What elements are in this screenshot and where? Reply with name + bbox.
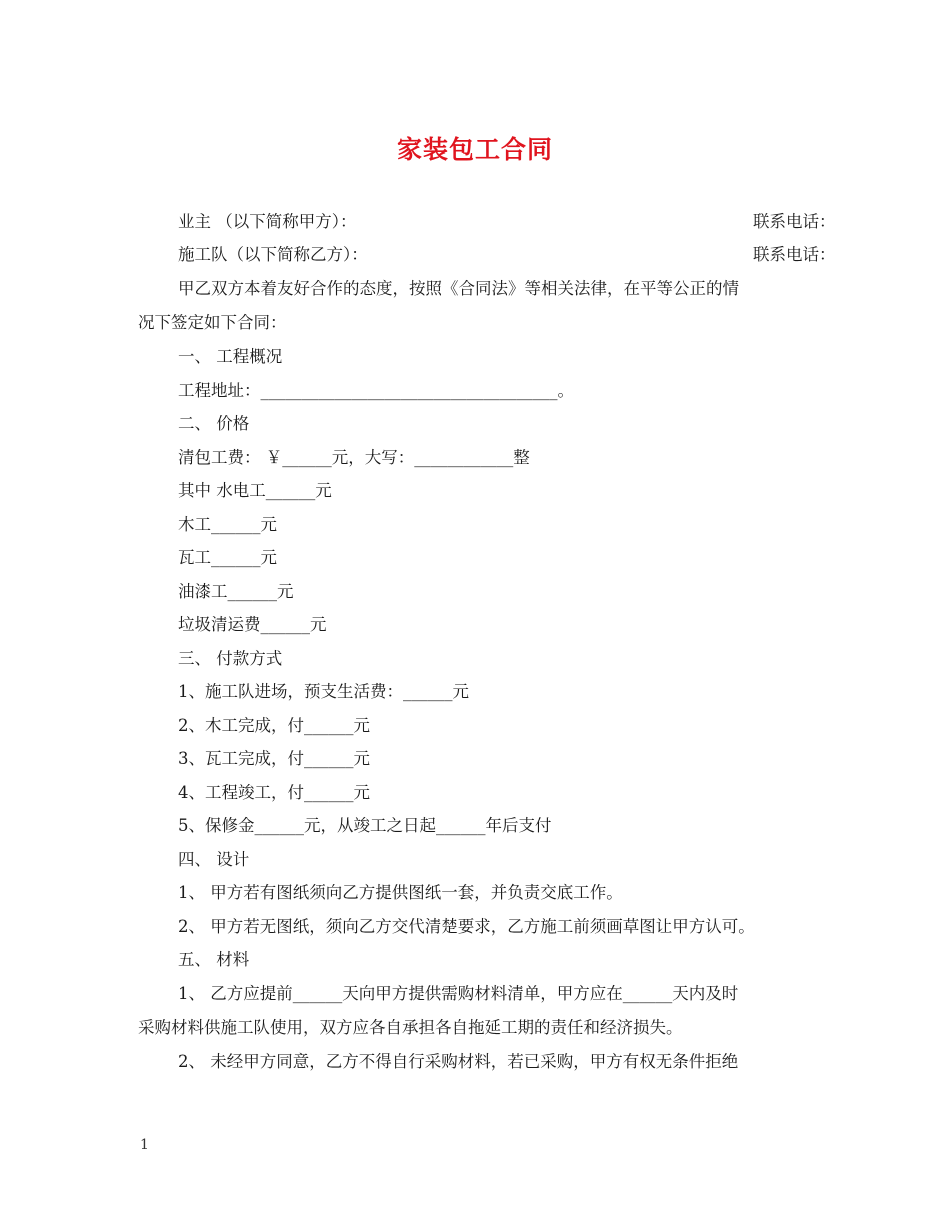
masonry-fee: 瓦工______元 <box>178 548 277 567</box>
section-2-heading: 二、 价格 <box>178 414 250 433</box>
section-4-heading: 四、 设计 <box>178 850 250 869</box>
document-title: 家装包工合同 <box>396 135 553 164</box>
intro-line-1: 甲乙双方本着友好合作的态度，按照《合同法》等相关法律，在平等公正的情 <box>178 279 739 298</box>
intro-line-2: 况下签定如下合同： <box>138 313 287 332</box>
carpentry-fee: 木工______元 <box>178 515 277 534</box>
section-5-heading: 五、 材料 <box>178 950 250 969</box>
section-1-heading: 一、 工程概况 <box>178 347 283 366</box>
payment-item-1: 1、施工队进场，预支生活费：______元 <box>178 682 469 701</box>
design-item-2: 2、 甲方若无图纸，须向乙方交代清楚要求，乙方施工前须画草图让甲方认可。 <box>178 917 755 936</box>
garbage-fee: 垃圾清运费______元 <box>178 615 327 634</box>
materials-item-2-line-1: 2、 未经甲方同意，乙方不得自行采购材料，若已采购，甲方有权无条件拒绝 <box>178 1052 739 1071</box>
project-address: 工程地址：____________________________________。 <box>178 381 574 400</box>
design-item-1: 1、 甲方若有图纸须向乙方提供图纸一套，并负责交底工作。 <box>178 883 623 902</box>
party-b-phone-label: 联系电话： <box>753 245 836 264</box>
party-b-row <box>138 245 836 265</box>
party-b-label: 施工队（以下简称乙方）： <box>178 245 368 264</box>
materials-item-1-line-2: 采购材料供施工队使用，双方应各自承担各自拖延工期的责任和经济损失。 <box>138 1018 683 1037</box>
payment-item-3: 3、瓦工完成，付______元 <box>178 749 370 768</box>
water-electric-fee: 其中 水电工______元 <box>178 481 332 500</box>
payment-item-2: 2、木工完成，付______元 <box>178 716 370 735</box>
section-3-heading: 三、 付款方式 <box>178 649 283 668</box>
payment-item-5: 5、保修金______元，从竣工之日起______年后支付 <box>178 816 552 835</box>
total-labor-fee: 清包工费： ￥______元，大写：____________整 <box>178 448 530 467</box>
party-a-phone-label: 联系电话： <box>753 212 836 231</box>
page-number: 1 <box>140 1137 149 1153</box>
party-a-label: 业主 （以下简称甲方）： <box>178 212 357 231</box>
party-a-row <box>138 212 836 232</box>
painting-fee: 油漆工______元 <box>178 582 294 601</box>
payment-item-4: 4、工程竣工，付______元 <box>178 783 370 802</box>
materials-item-1-line-1: 1、 乙方应提前______天向甲方提供需购材料清单，甲方应在______天内及时 <box>178 984 739 1003</box>
